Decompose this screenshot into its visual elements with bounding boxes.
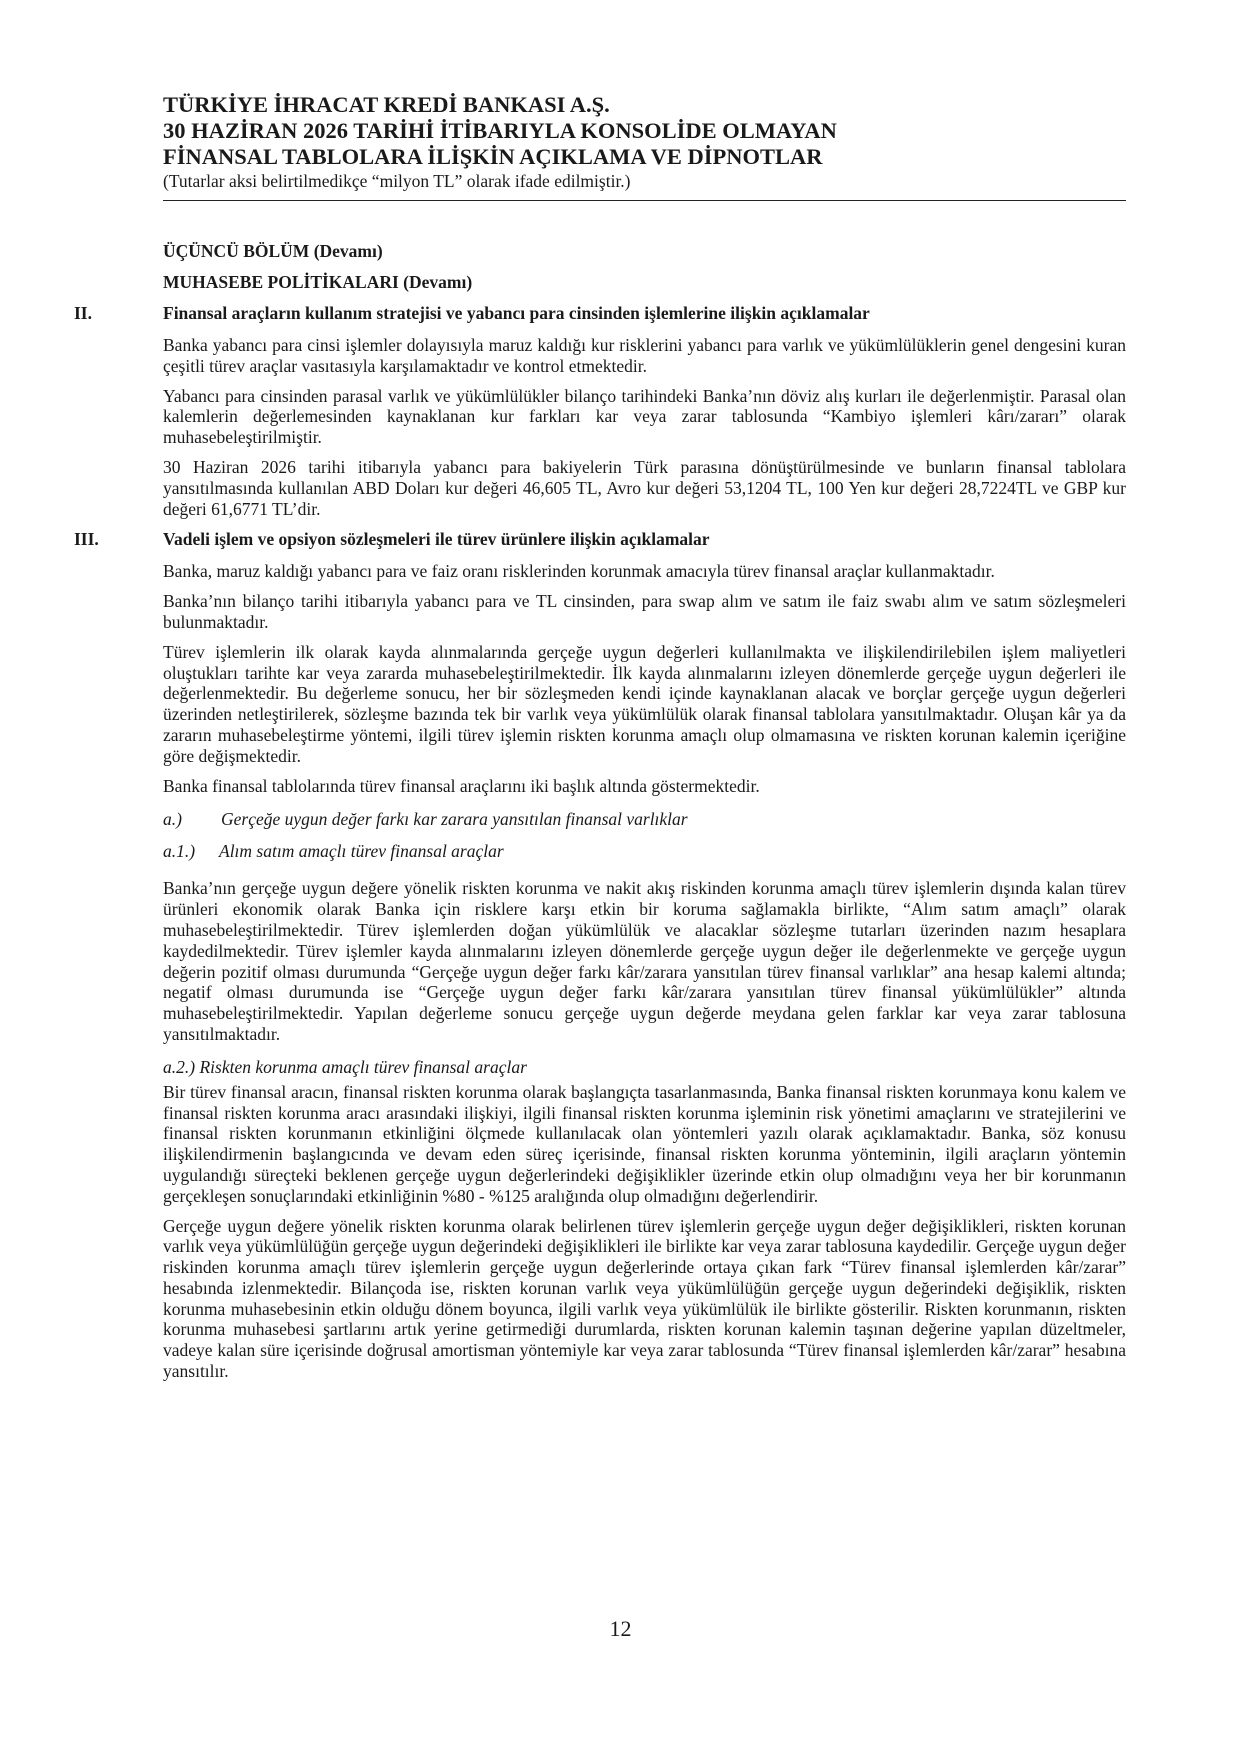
- paragraph: Banka finansal tablolarında türev finansal araçlarını iki başlık altında göstermektedir.: [163, 775, 760, 796]
- section-3-number: III.: [74, 529, 99, 550]
- currency-note: (Tutarlar aksi belirtilmedikçe “milyon TL” olarak ifade edilmiştir.): [163, 171, 631, 191]
- report-title: 30 HAZİRAN 2026 TARİHİ İTİBARIYLA KONSOLİDE OLMAYAN: [163, 118, 837, 143]
- paragraph: Yabancı para cinsinden parasal varlık ve yükümlülükler bilanço tarihindeki Banka’nın döviz alış kurları ile değerlenmiştir. Parasal olan kalemlerin değerlemesinden kaynaklanan kur farkları kar veya zarar tablosunda “Kambiyo işlemleri kârı/zararı” olarak muhasebeleştirilmiştir.: [163, 385, 1126, 448]
- section-2-number: II.: [74, 303, 92, 323]
- paragraph: Banka yabancı para cinsi işlemler dolayısıyla maruz kaldığı kur risklerini yabancı para varlık ve yükümlülüklerin genel dengesini kuran çeşitli türev araçlar vasıtasıyla karşılamaktadır ve kontrol etmektedir.: [163, 335, 1126, 376]
- report-subtitle: FİNANSAL TABLOLARA İLİŞKİN AÇIKLAMA VE DİPNOTLAR: [163, 144, 823, 169]
- paragraph: 30 Haziran 2026 tarihi itibarıyla yabancı para bakiyelerin Türk parasına dönüştürülmesinde ve bunların finansal tablolara yansıtılmasında kullanılan ABD Doları kur değeri 46,605 TL, Avro kur değeri 53,1204 TL, 100 Yen kur değeri 28,7224TL ve GBP kur değeri 61,6771 TL’dir.: [163, 456, 1126, 519]
- paragraph: Banka, maruz kaldığı yabancı para ve faiz oranı risklerinden korunmak amacıyla türev finansal araçlar kullanmaktadır.: [163, 561, 995, 582]
- bank-name: TÜRKİYE İHRACAT KREDİ BANKASI A.Ş.: [163, 92, 610, 117]
- section-3-heading: [74, 528, 1126, 550]
- part-title: ÜÇÜNCÜ BÖLÜM (Devamı): [163, 241, 383, 261]
- header-divider: [163, 200, 1126, 201]
- document-header: [163, 92, 1123, 192]
- paragraph: Banka’nın bilanço tarihi itibarıyla yabancı para ve TL cinsinden, para swap alım ve satım ile faiz swabı alım ve satım sözleşmeleri bulunmaktadır.: [163, 591, 1126, 632]
- section-3-title: Vadeli işlem ve opsiyon sözleşmeleri ile türev ürünlere ilişkin açıklamalar: [163, 529, 710, 550]
- section-2-title: Finansal araçların kullanım stratejisi ve yabancı para cinsinden işlemlerine ilişkin açıklamalar: [163, 303, 870, 323]
- subsection-a1-title: Alım satım amaçlı türev finansal araçlar: [219, 841, 504, 862]
- part-subtitle: MUHASEBE POLİTİKALARI (Devamı): [163, 272, 473, 292]
- paragraph: Türev işlemlerin ilk olarak kayda alınmalarında gerçeğe uygun değerleri kullanılmakta ve ilişkilendirilebilen işlem maliyetleri oluştukları tarihte kar veya zararda muhasebeleştirilmektedir. İlk kayda alınmalarını izleyen dönemlerde gerçeğe uygun değerleri ile değerlenmektedir. Bu değerleme sonucu, her bir sözleşmeden kendi içinde kaynaklanan alacak ve borçlar gerçeğe uygun değerleri üzerinden netleştirilerek, sözleşme bazında tek bir varlık veya yükümlülük olarak finansal tablolara yansıtılmaktadır. Oluşan kâr ya da zararın muhasebeleştirme yöntemi, ilgili türev işlemin riskten korunma amaçlı olup olmamasına ve riskten korunan kalemin içeriğine göre değişmektedir.: [163, 641, 1126, 766]
- subsection-a1-label: a.1.): [163, 841, 196, 862]
- paragraph: Bir türev finansal aracın, finansal riskten korunma olarak başlangıçta tasarlanmasında, Banka finansal riskten korunmaya konu kalem ve finansal riskten korunma aracı arasındaki ilişkiyi, ilgili finansal riskten korunma işleminin risk yönetimi amaçlarını ve stratejilerini ve finansal riskten korunmanın etkinliğini ölçmede kullanılacak olan yöntemleri yazılı olarak açıklamaktadır. Banka, söz konusu ilişkilendirmenin başlangıcında ve devam eden süreç içerisinde, finansal riskten korunma yönteminin, ilgili araçların yöntemin uygulandığı süreçteki beklenen gerçeğe uygun değerlerindeki değişiklikler üzerinde etkin olup olmadığını veya her bir korunmanın gerçekleşen sonuçlarındaki etkinliğinin %80 - %125 aralığında olup olmadığını değerlendirir.: [163, 1081, 1126, 1206]
- subsection-a-title: Gerçeğe uygun değer farkı kar zarara yansıtılan finansal varlıklar: [221, 809, 688, 830]
- subsection-a-heading: [163, 808, 1126, 830]
- document-body: [74, 240, 1126, 1391]
- subsection-a1-heading: [163, 840, 1126, 862]
- subsection-a-label: a.): [163, 809, 182, 830]
- page-number: 12: [609, 1616, 632, 1641]
- paragraph: Banka’nın gerçeğe uygun değere yönelik riskten korunma ve nakit akış riskinden korunma amaçlı türev işlemlerin dışında kalan türev ürünleri ekonomik olarak Banka için risklere karşı etkin bir koruma sağlamakla birlikte, “Alım satım amaçlı” olarak muhasebeleştirilmektedir. Türev işlemlerden doğan yükümlülük ve alacaklar sözleşme tutarları üzerinden nazım hesaplara kaydedilmektedir. Türev işlemler kayda alınmalarını izleyen dönemlerde gerçeğe uygun değer ile değerlenmekte ve gerçeğe uygun değerin pozitif olması durumunda “Gerçeğe uygun değer farkı kâr/zarara yansıtılan türev finansal varlıklar” ana hesap kalemi altında; negatif olması durumunda ise “Gerçeğe uygun değer farkı kâr/zarara yansıtılan türev finansal yükümlülükler” altında muhasebeleştirilmektedir. Yapılan değerleme sonucu gerçeğe uygun değerde meydana gelen farklar kar veya zarar tablosuna yansıtılmaktadır.: [163, 878, 1126, 1044]
- subsection-a2-heading: a.2.) Riskten korunma amaçlı türev finansal araçlar: [163, 1056, 527, 1077]
- paragraph: Gerçeğe uygun değere yönelik riskten korunma olarak belirlenen türev işlemlerin gerçeğe uygun değer değişiklikleri, riskten korunan varlık veya yükümlülüğün gerçeğe uygun değerindeki değişiklikleri ile birlikte kar veya zarar tablosuna kaydedilir. Gerçeğe uygun değer riskinden korunma amaçlı türev işlemlerin gerçeğe uygun değerlerinde ortaya çıkan fark “Türev finansal işlemlerden kâr/zarar” hesabında izlenmektedir. Bilançoda ise, riskten korunan varlık veya yükümlülüğün gerçeğe uygun değerindeki değişiklik, riskten korunma muhasebesinin etkin olduğu dönem boyunca, ilgili varlık veya yükümlülük ile birlikte gösterilir. Riskten korunmanın, riskten korunma muhasebesi şartlarını artık yerine getirmediği durumlarda, riskten korunan kalemin taşınan değerine yapılan düzeltmeler, vadeye kalan süre içerisinde doğrusal amortisman yöntemiyle kar veya zarar tablosunda “Türev finansal işlemlerden kâr/zarar” hesabına yansıtılır.: [163, 1215, 1126, 1382]
- section-2-heading: [74, 302, 1126, 324]
